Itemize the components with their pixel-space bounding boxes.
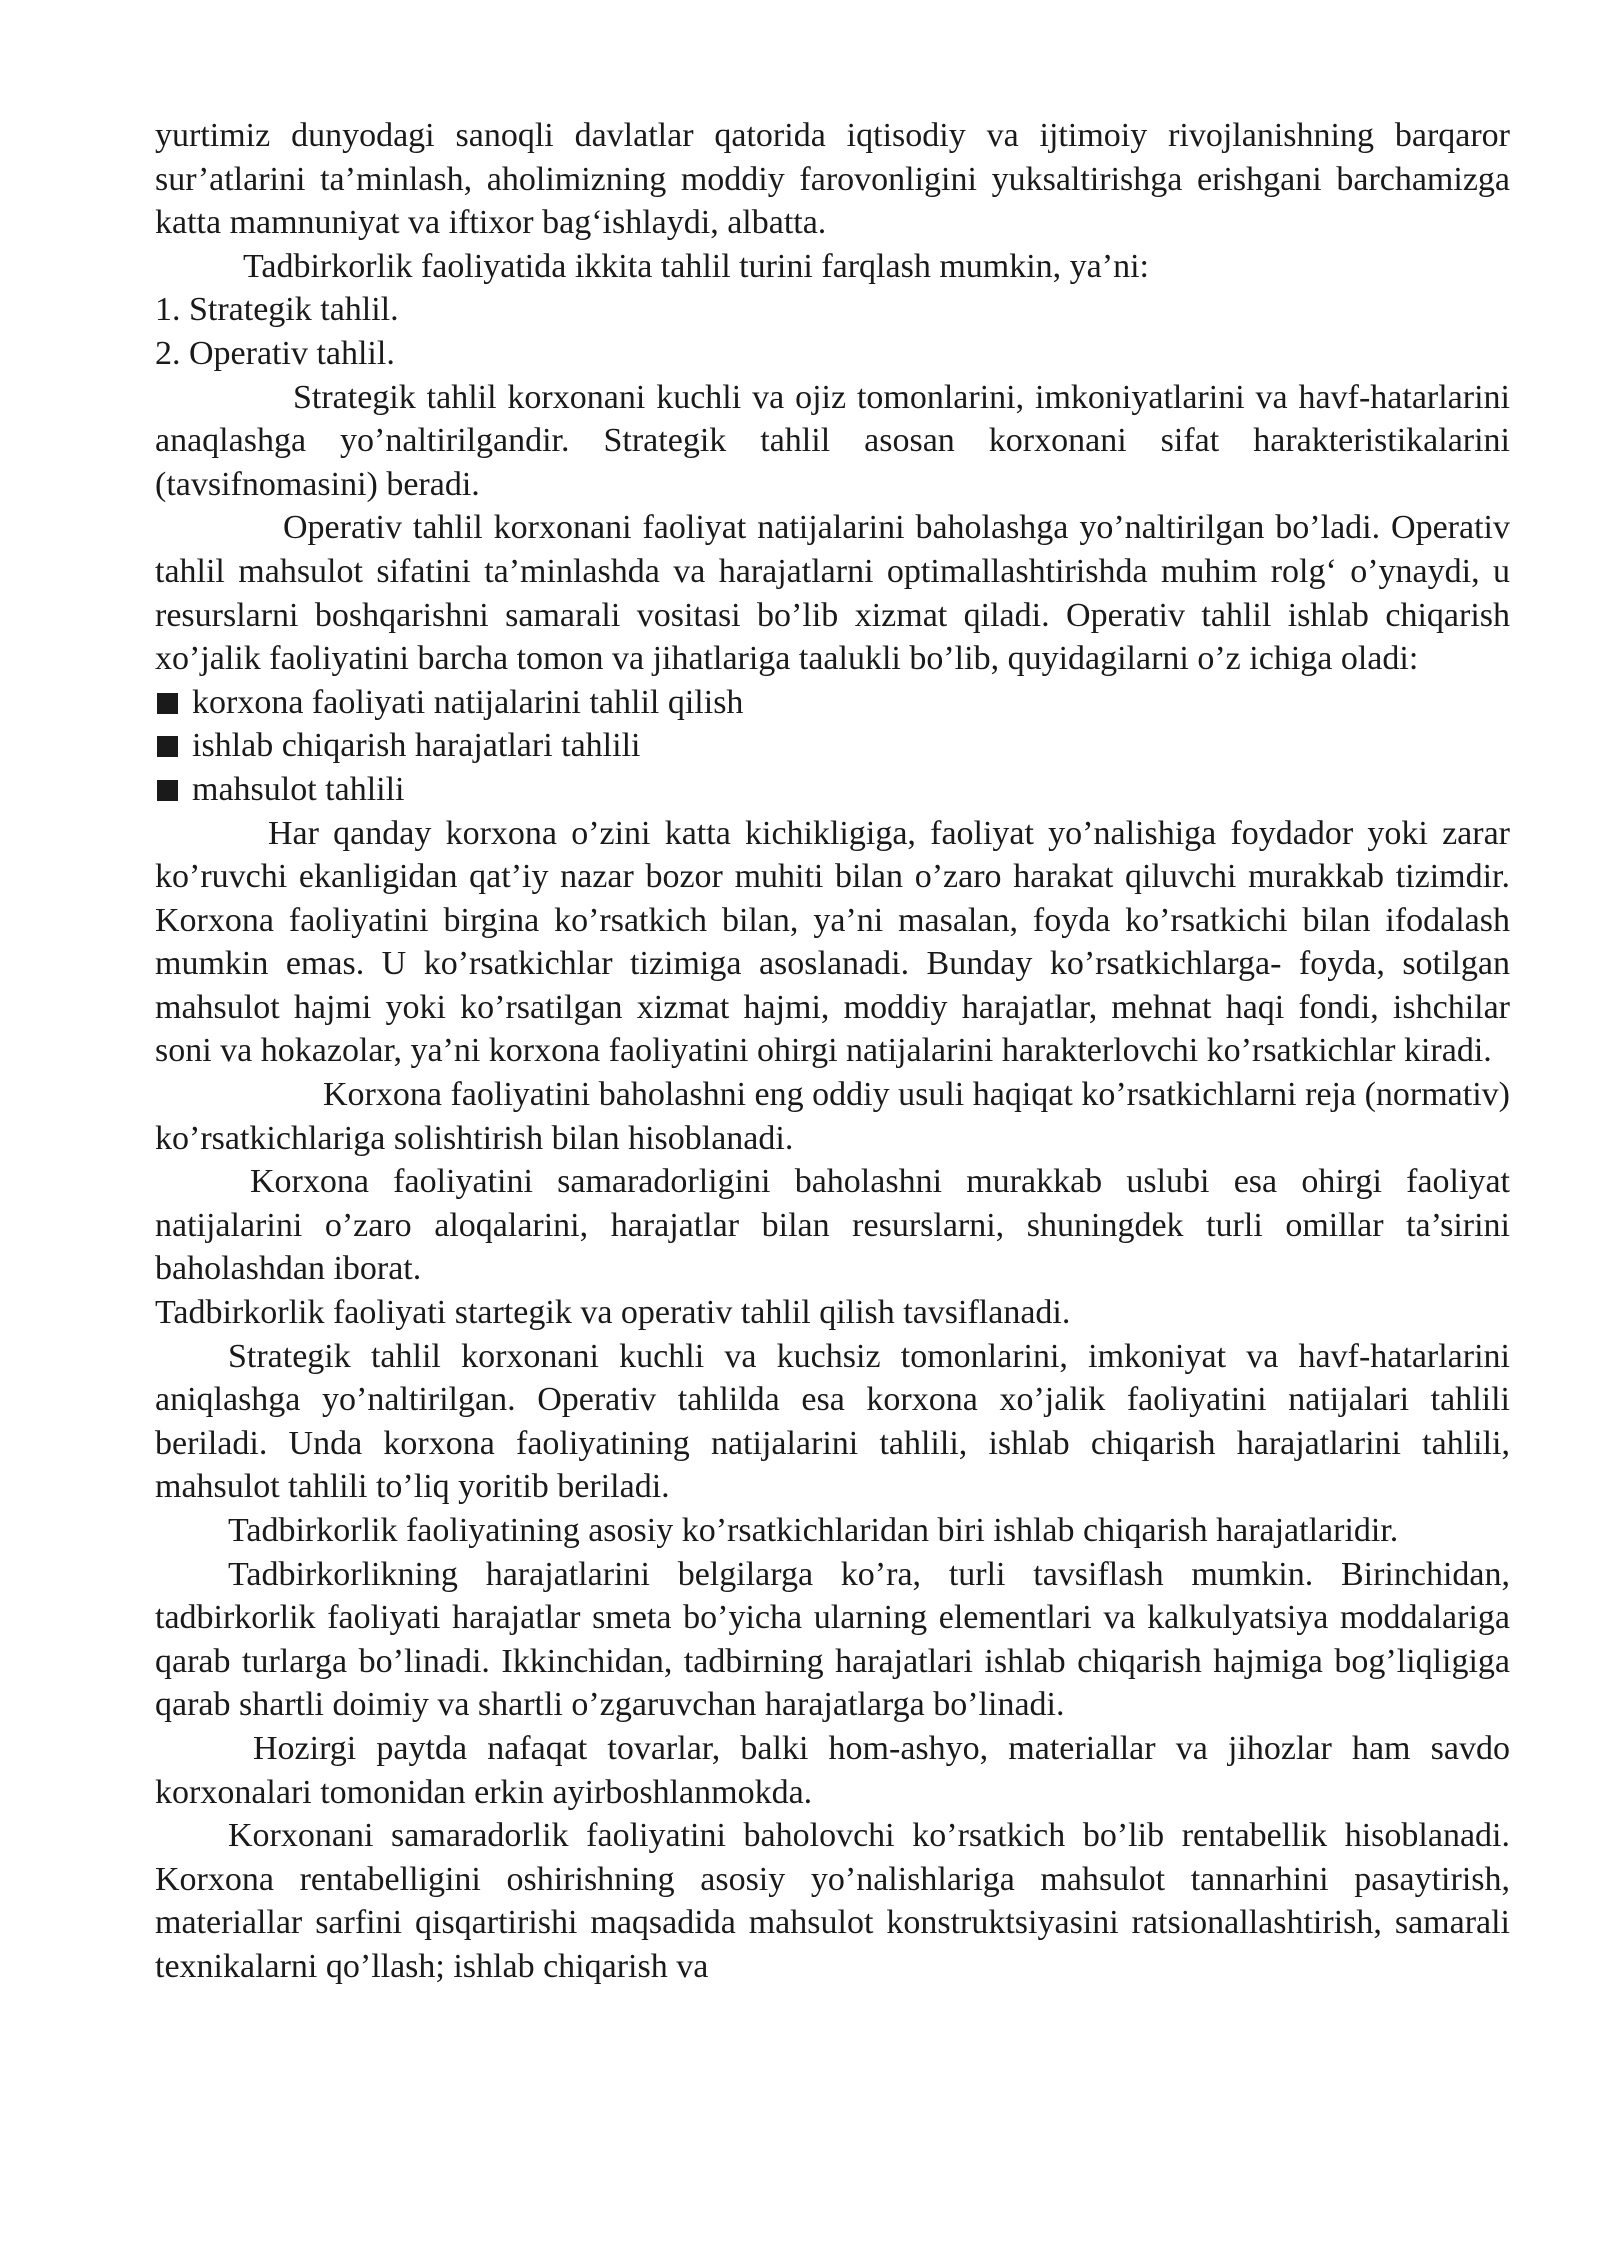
list-item-strategic: 1. Strategik tahlil. xyxy=(155,291,399,329)
paragraph-analysis-types: Tadbirkorlik faoliyatida ikkita tahlil turini farqlash mumkin, ya’ni: xyxy=(243,247,1149,285)
bullet-square-icon xyxy=(157,693,178,714)
paragraph-intro: yurtimiz dunyodagi sanoqli davlatlar qatorida iqtisodiy va ijtimoiy rivojlanishning barqaror sur’atlarini ta’minlash, aholimizning moddiy farovonligini yuksaltirishga erishgani barchamizga katta mamnuniyat va iftixor bag‘ishlaydi, albatta. xyxy=(155,117,1510,242)
bullet-item xyxy=(155,768,1510,812)
bullet-text: mahsulot tahlili xyxy=(192,770,405,808)
paragraph-main-indicator: Tadbirkorlik faoliyatining asosiy ko’rsatkichlaridan biri ishlab chiqarish harajatlaridir. xyxy=(228,1512,1399,1549)
document-page xyxy=(155,114,1510,1989)
list-item-operative: 2. Operativ tahlil. xyxy=(155,334,395,372)
paragraph-complex-method: Korxona faoliyatini samaradorligini baholashni murakkab uslubi esa ohirgi faoliyat natijalarini o’zaro aloqalarini, harajatlar bilan resurslarni, shuningdek turli omillar ta’sirini baholashdan iborat. xyxy=(155,1163,1510,1288)
paragraph-operative-analysis: Operativ tahlil korxonani faoliyat natijalarini baholashga yo’naltirilgan bo’ladi. Operativ tahlil mahsulot sifatini ta’minlashda va harajatlarni optimallashtirishda muhim rolg‘ o’ynaydi, u resurslarni boshqarishni samarali vositasi bo’lib xizmat qiladi. Operativ tahlil ishlab chiqarish xo’jalik faoliyatini barcha tomon va jihatlariga taalukli bo’lib, quyidagilarni o’z ichiga oladi: xyxy=(155,509,1510,678)
paragraph-cost-classification: Tadbirkorlikning harajatlarini belgilarga ko’ra, turli tavsiflash mumkin. Birinchidan, tadbirkorlik faoliyati harajatlar smeta bo’yicha ularning elementlari va kalkulyatsiya moddalariga qarab turlarga bo’linadi. Ikkinchidan, tadbirning harajatlari ishlab chiqarish hajmiga bog’liqligiga qarab shartli doimiy va shartli o’zgaruvchan harajatlarga bo’linadi. xyxy=(155,1555,1510,1724)
paragraph-strategic-summary: Strategik tahlil korxonani kuchli va kuchsiz tomonlarini, imkoniyat va havf-hatarlarini aniqlashga yo’naltirilgan. Operativ tahlilda esa korxona xo’jalik faoliyatini natijalari tahlili beriladi. Unda korxona faoliyatining natijalarini tahlili, ishlab chiqarish harajatlarini tahlili, mahsulot tahlili to’liq yoritib beriladi. xyxy=(155,1337,1510,1506)
bullet-text: ishlab chiqarish harajatlari tahlili xyxy=(192,727,641,765)
bullet-square-icon xyxy=(157,736,178,757)
paragraph-strategic-analysis: Strategik tahlil korxonani kuchli va ojiz tomonlarini, imkoniyatlarini va havf-hatarlarini anaqlashga yo’naltirilgandir. Strategik tahlil asosan korxonani sifat harakteristikalarini (tavsifnomasini) beradi. xyxy=(155,378,1510,503)
bullet-text: korxona faoliyati natijalarini tahlil qilish xyxy=(192,683,744,721)
bullet-item xyxy=(155,681,1510,725)
paragraph-free-exchange: Hozirgi paytda nafaqat tovarlar, balki hom-ashyo, materiallar va jihozlar ham savdo korxonalari tomonidan erkin ayirboshlanmokda. xyxy=(155,1729,1510,1811)
paragraph-profitability: Korxonani samaradorlik faoliyatini baholovchi ko’rsatkich bo’lib rentabellik hisoblanadi. Korxona rentabelligini oshirishning asosiy yo’nalishlariga mahsulot tannarhini pasaytirish, materiallar sarfini qisqartirishi maqsadida mahsulot konstruktsiyasini ratsionallashtirish, samarali texnikalarni qo’llash; ishlab chiqarish va xyxy=(155,1817,1510,1985)
paragraph-characterization: Tadbirkorlik faoliyati startegik va operativ tahlil qilish tavsiflanadi. xyxy=(155,1294,1071,1332)
bullet-item xyxy=(155,724,1510,768)
paragraph-enterprise-system: Har qanday korxona o’zini katta kichikligiga, faoliyat yo’nalishiga foydador yoki zarar ko’ruvchi ekanligidan qat’iy nazar bozor muhiti bilan o’zaro harakat qiluvchi murakkab tizimdir. Korxona faoliyatini birgina ko’rsatkich bilan, ya’ni masalan, foyda ko’rsatkichi bilan ifodalash mumkin emas. U ko’rsatkichlar tizimiga asoslanadi. Bunday ko’rsatkichlarga- foyda, sotilgan mahsulot hajmi yoki ko’rsatilgan xizmat hajmi, moddiy harajatlar, mehnat haqi fondi, ishchilar soni va hokazolar, ya’ni korxona faoliyatini ohirgi natijalarini harakterlovchi ko’rsatkichlar kiradi. xyxy=(155,814,1510,1070)
bullet-square-icon xyxy=(157,780,178,801)
paragraph-simple-method: Korxona faoliyatini baholashni eng oddiy usuli haqiqat ko’rsatkichlarni reja (normativ) ko’rsatkichlariga solishtirish bilan hisoblanadi. xyxy=(155,1076,1510,1157)
